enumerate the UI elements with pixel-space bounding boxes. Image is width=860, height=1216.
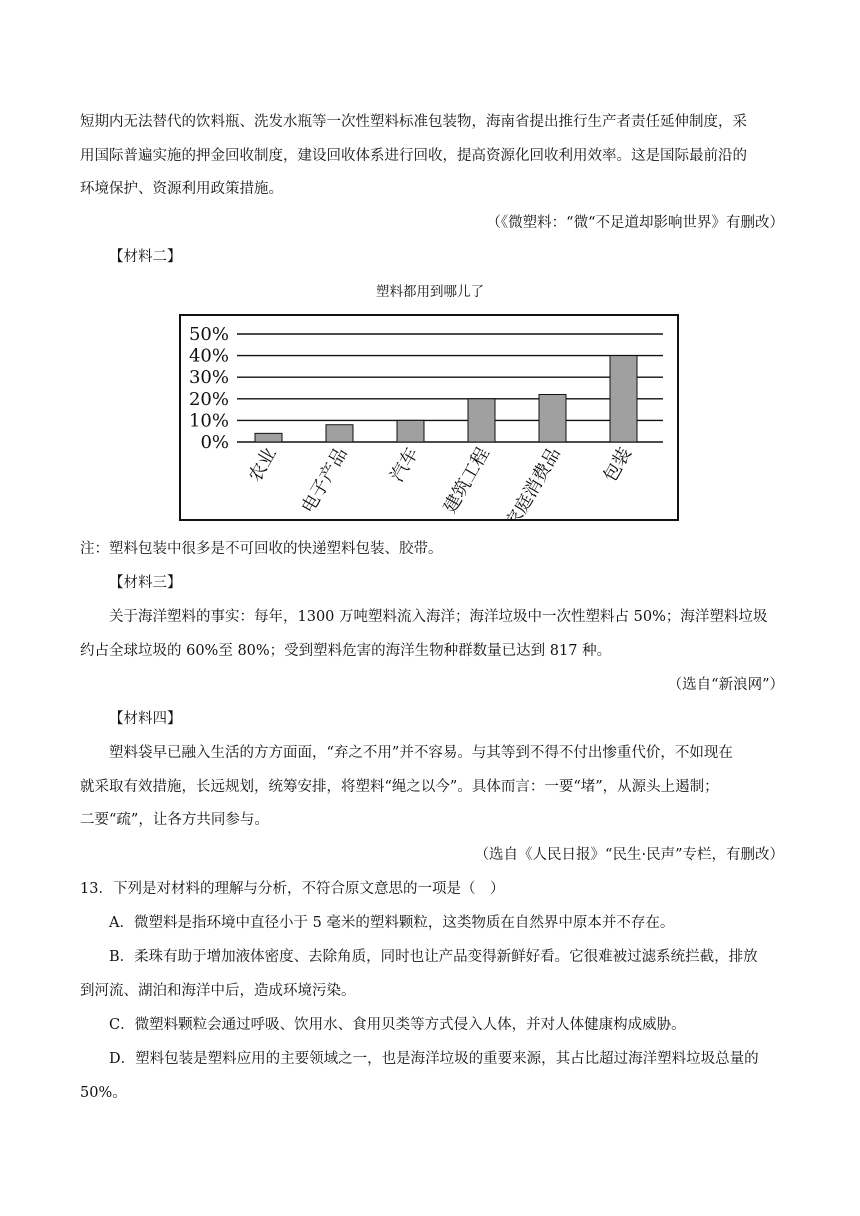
y-tick-label: 40%: [188, 345, 229, 367]
paragraph-line: 短期内无法替代的饮料瓶、洗发水瓶等一次性塑料标准包装物，海南省提出推行生产者责任延伸制度，采: [80, 114, 747, 130]
material4-heading: 【材料四】: [109, 711, 182, 727]
source-citation: （选自“新浪网”）: [667, 677, 784, 693]
bar: [539, 394, 566, 442]
paragraph-line: 关于海洋塑料的事实：每年，1300 万吨塑料流入海洋；海洋垃圾中一次性塑料占 50%；海洋塑料垃圾: [109, 609, 768, 625]
chart-svg: [181, 316, 677, 519]
paragraph-line: 塑料袋早已融入生活的方方面面，“弃之不用”并不容易。与其等到不得不付出惨重代价，不如现在: [109, 745, 733, 761]
x-tick-label: 汽车: [386, 444, 423, 486]
x-tick-label: 家庭消费品: [501, 444, 565, 519]
option-d-continued: 50%。: [80, 1085, 127, 1101]
y-tick-label: 20%: [188, 388, 229, 410]
paragraph-line: 约占全球垃圾的 60%至 80%；受到塑料危害的海洋生物种群数量已达到 817 种。: [80, 643, 612, 659]
source-citation: （选自《人民日报》“民生·民声”专栏，有删改）: [474, 847, 784, 863]
option-c[interactable]: C．微塑料颗粒会通过呼吸、饮用水、食用贝类等方式侵入人体，并对人体健康构成威胁。: [109, 1017, 686, 1033]
x-tick-label: 农业: [244, 444, 281, 486]
paragraph-line: 就采取有效措施，长远规划，统筹安排，将塑料“绳之以今”。具体而言：一要“堵”，从源头上遏制；: [80, 779, 719, 795]
y-tick-label: 50%: [188, 324, 229, 345]
y-tick-label: 0%: [200, 432, 229, 453]
question-stem: 13．下列是对材料的理解与分析，不符合原文意思的一项是（ ）: [80, 881, 505, 897]
x-tick-label: 建筑工程: [439, 444, 494, 517]
option-a[interactable]: A．微塑料是指环境中直径小于 5 毫米的塑料颗粒，这类物质在自然界中原本并不存在。: [109, 915, 675, 931]
bar: [397, 420, 424, 442]
chart-title: 塑料都用到哪儿了: [376, 284, 484, 300]
paragraph-line: 二要“疏”，让各方共同参与。: [80, 812, 269, 828]
material2-heading: 【材料二】: [109, 249, 182, 265]
x-tick-label: 包装: [599, 444, 636, 486]
bar: [610, 356, 637, 442]
bar: [326, 425, 353, 442]
paragraph-line: 用国际普遍实施的押金回收制度，建设回收体系进行回收，提高资源化回收利用效率。这是国际最前沿的: [80, 148, 747, 164]
paragraph-line: 环境保护、资源利用政策措施。: [80, 181, 283, 197]
option-b[interactable]: B．柔珠有助于增加液体密度、去除角质，同时也让产品变得新鲜好看。它很难被过滤系统拦截，排放: [109, 949, 758, 965]
bar: [468, 399, 495, 442]
option-b-continued: 到河流、湖泊和海洋中后，造成环境污染。: [80, 983, 356, 999]
x-tick-label: 电子产品: [297, 444, 352, 517]
source-citation: （《微塑料：“微“不足道却影响世界》有删改）: [486, 215, 784, 231]
option-d[interactable]: D．塑料包装是塑料应用的主要领域之一，也是海洋垃圾的重要来源，其占比超过海洋塑料垃圾总量的: [109, 1051, 759, 1067]
bar-chart: [179, 314, 679, 521]
material3-heading: 【材料三】: [109, 575, 182, 591]
y-tick-label: 30%: [188, 367, 229, 389]
bar: [255, 433, 282, 442]
y-tick-label: 10%: [188, 410, 229, 432]
chart-note: 注：塑料包装中很多是不可回收的快递塑料包装、胶带。: [80, 541, 443, 557]
